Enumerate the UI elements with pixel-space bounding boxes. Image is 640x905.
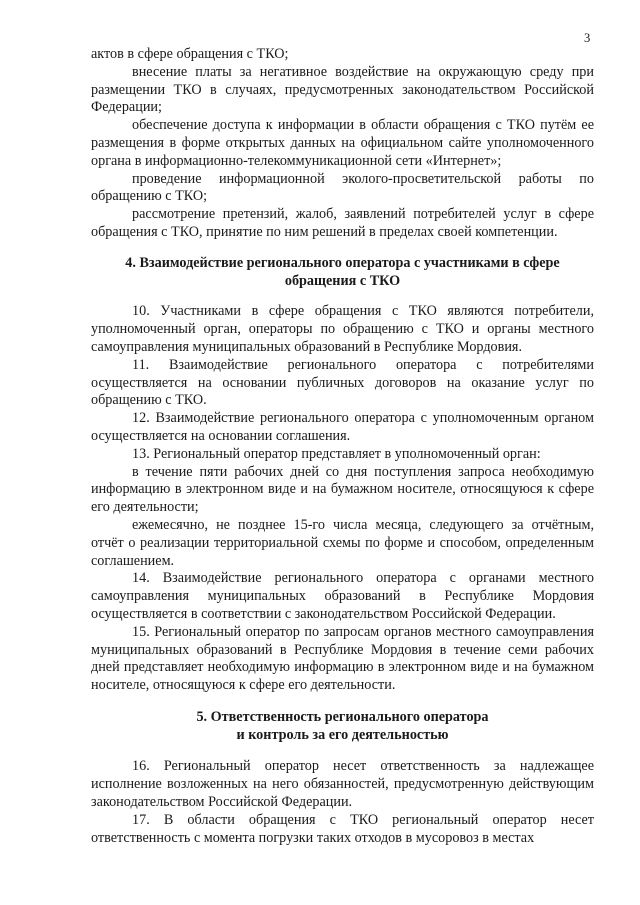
paragraph: обеспечение доступа к информации в области обращения с ТКО путём ее размещения в форме открытых данных на официальном сайте уполномоченного органа в информационно-телекоммуникационной сети «Интернет»; (91, 117, 594, 169)
paragraph: 12. Взаимодействие регионального оператора с уполномоченным органом осуществляется на основании соглашения. (91, 410, 594, 444)
section-5-heading-line-2: и контроль за его деятельностью (236, 726, 449, 743)
paragraph: в течение пяти рабочих дней со дня поступления запроса необходимую информацию в электронном виде и на бумажном носителе, относящуюся к сфере его деятельности; (91, 463, 594, 516)
paragraph: 11. Взаимодействие регионального оператора с потребителями осуществляется на основании публичных договоров на оказание услуг по обращению с ТКО. (91, 356, 594, 409)
paragraph: рассмотрение претензий, жалоб, заявлений потребителей услуг в сфере обращения с ТКО, принятие по ним решений в пределах своей компетенции. (91, 206, 594, 240)
section-5-heading (91, 709, 594, 745)
paragraph: 14. Взаимодействие регионального оператора с органами местного самоуправления муниципальных образований в Республике Мордовия осуществляется в соответствии с законодательством Российской Федерации. (91, 570, 594, 622)
paragraph: внесение платы за негативное воздействие на окружающую среду при размещении ТКО в случаях, предусмотренных законодательством Российской Федерации; (91, 63, 594, 116)
paragraph: актов в сфере обращения с ТКО; (91, 46, 289, 62)
section-5-heading-line-1: 5. Ответственность регионального оператора (196, 708, 489, 725)
section-4-heading (91, 255, 594, 291)
paragraph: 17. В области обращения с ТКО региональный оператор несет ответственность с момента погрузки таких отходов в мусоровоз в местах (91, 811, 594, 846)
page-number: 3 (584, 31, 591, 45)
paragraph: ежемесячно, не позднее 15-го числа месяца, следующего за отчётным, отчёт о реализации территориальной схемы по форме и способом, определенным соглашением. (91, 516, 594, 569)
paragraph: 15. Региональный оператор по запросам органов местного самоуправления муниципальных образований в Республике Мордовия в течение семи рабочих дней представляет необходимую информацию в электронном виде и на бумажном носителе, относящуюся к сфере его деятельности. (91, 623, 594, 694)
document-body (91, 46, 594, 847)
paragraph: 10. Участниками в сфере обращения с ТКО являются потребители, уполномоченный орган, операторы по обращению с ТКО и органы местного самоуправления муниципальных образований в Республике Мордовия. (91, 303, 594, 355)
section-4-heading-line-2: обращения с ТКО (284, 272, 401, 289)
paragraph: 13. Региональный оператор представляет в уполномоченный орган: (132, 445, 541, 462)
paragraph: 16. Региональный оператор несет ответственность за надлежащее исполнение возложенных на него обязанностей, предусмотренную действующим законодательством Российской Федерации. (91, 758, 594, 811)
section-4-heading-line-1: 4. Взаимодействие регионального оператора с участниками в сфере (125, 254, 560, 271)
paragraph: проведение информационной эколого-просветительской работы по обращению с ТКО; (91, 170, 594, 205)
